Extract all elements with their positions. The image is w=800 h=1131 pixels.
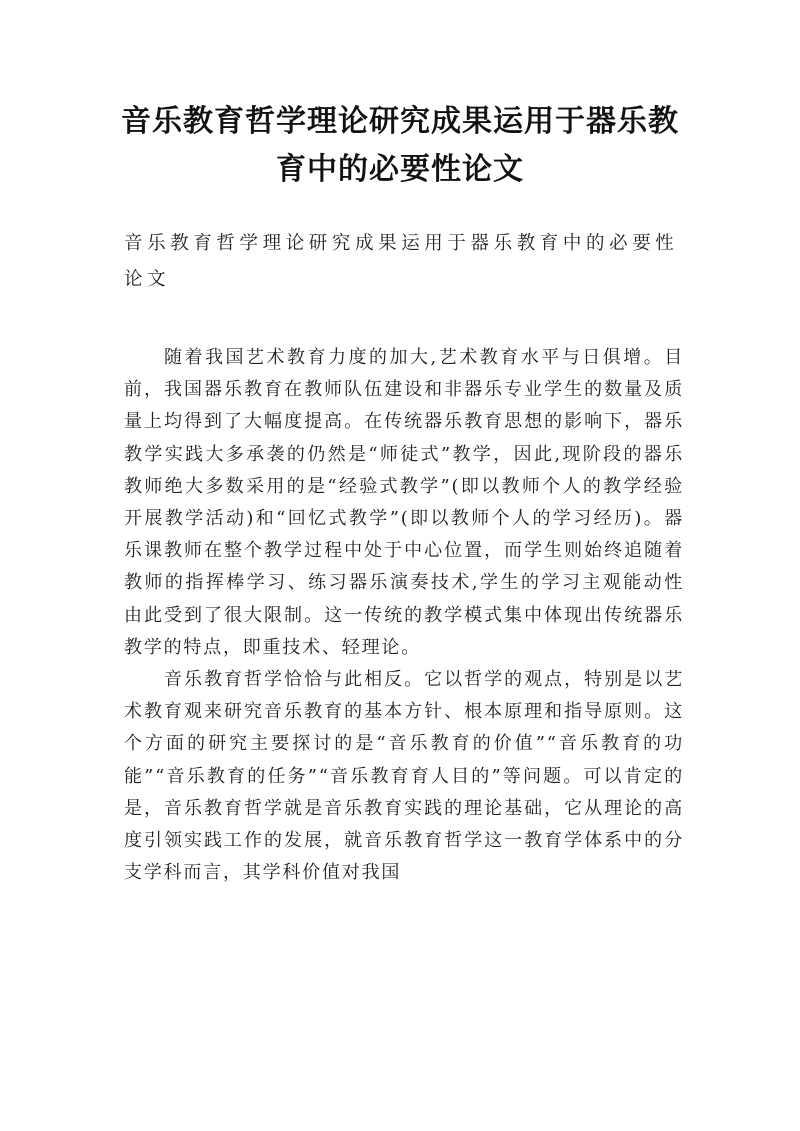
document-body <box>124 342 684 889</box>
body-paragraph-2: 音乐教育哲学恰恰与此相反。它以哲学的观点，特别是以艺术教育观来研究音乐教育的基本方针、根本原理和指导原则。这个方面的研究主要探讨的是“音乐教育的价值”“音乐教育的功能”“音乐教育的任务”“音乐教育育人目的”等问题。可以肯定的是，音乐教育哲学就是音乐教育实践的理论基础，它从理论的高度引领实践工作的发展，就音乐教育哲学这一教育学体系中的分支学科而言，其学科价值对我国 <box>124 669 684 884</box>
document-subtitle: 音乐教育哲学理论研究成果运用于器乐教育中的必要性论文 <box>124 233 679 290</box>
document-title: 音乐教育哲学理论研究成果运用于器乐教育中的必要性论文 <box>121 104 679 187</box>
body-paragraph-1: 随着我国艺术教育力度的加大,艺术教育水平与日俱增。目前，我国器乐教育在教师队伍建设和非器乐专业学生的数量及质量上均得到了大幅度提高。在传统器乐教育思想的影响下，器乐教学实践大多承袭的仍然是“师徒式”教学，因此,现阶段的器乐教师绝大多数采用的是“经验式教学”(即以教师个人的教学经验开展教学活动)和“回忆式教学”(即以教师个人的学习经历)。器乐课教师在整个教学过程中处于中心位置，而学生则始终追随着教师的指挥棒学习、练习器乐演奏技术,学生的学习主观能动性由此受到了很大限制。这一传统的教学模式集中体现出传统器乐教学的特点，即重技术、轻理论。 <box>124 347 684 658</box>
